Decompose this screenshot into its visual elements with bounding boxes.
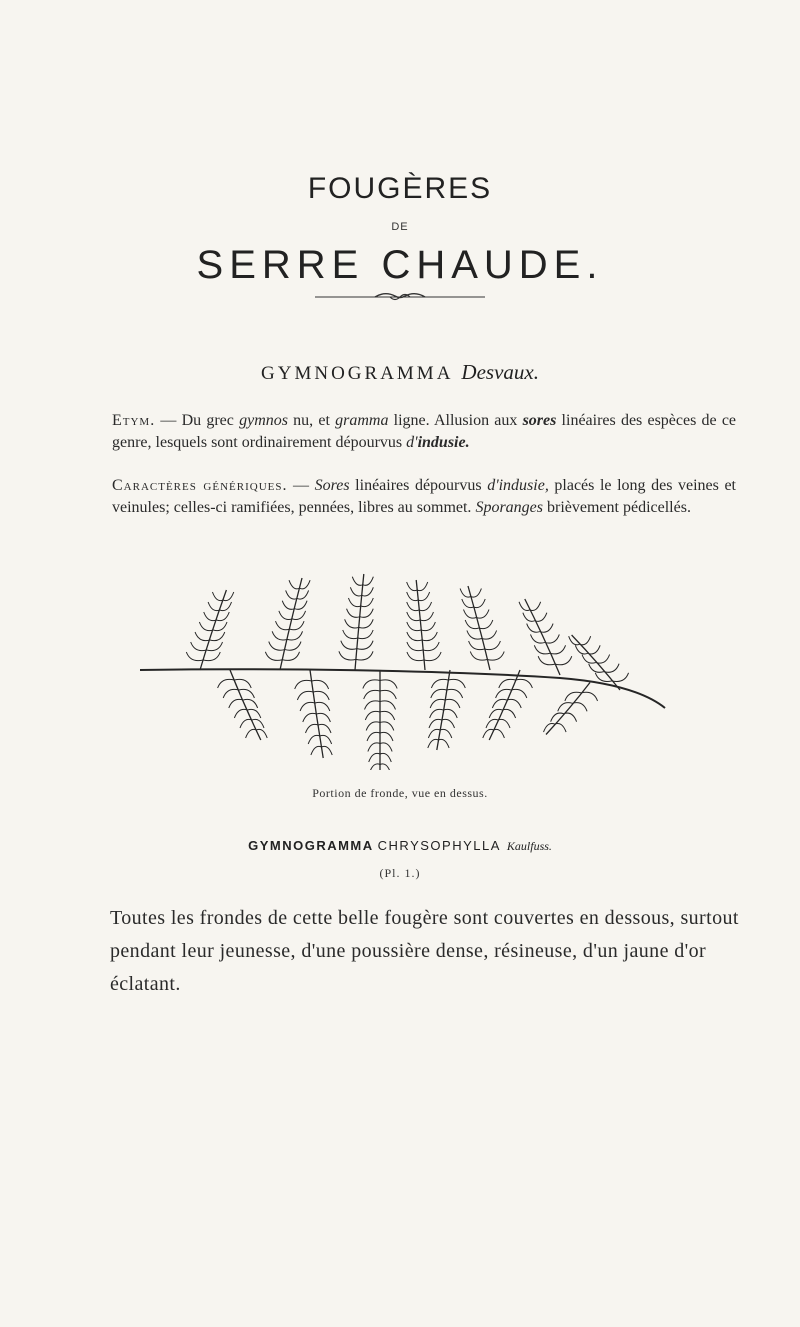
pinnule xyxy=(418,592,429,601)
pinnule xyxy=(303,713,317,722)
pinnule xyxy=(343,630,358,639)
pinnule xyxy=(440,729,452,738)
page-title-fougeres: FOUGÈRES xyxy=(307,172,493,205)
pinnule xyxy=(380,722,394,731)
pinnule xyxy=(362,587,373,596)
pinnule xyxy=(290,621,304,630)
pinnule xyxy=(564,713,577,722)
pinnule xyxy=(317,713,331,722)
genus-author: Desvaux. xyxy=(461,360,539,384)
pinnule xyxy=(580,636,591,645)
characters-text: linéaires dépourvus xyxy=(349,477,488,494)
frond-rachis xyxy=(140,669,665,708)
pinnule xyxy=(380,680,397,689)
characters-term-indusie: indusie, xyxy=(498,477,549,494)
pinnule xyxy=(424,652,441,661)
fern-frond-illustration xyxy=(140,570,670,770)
pinnule xyxy=(555,656,572,665)
pinnule xyxy=(474,599,486,608)
pinnule xyxy=(422,632,437,641)
pinnule xyxy=(429,719,442,728)
characters-text: brièvement pédicellés. xyxy=(543,499,691,516)
pinnule xyxy=(265,652,282,661)
pinnule xyxy=(347,609,360,618)
page-title-de: DE xyxy=(391,221,409,233)
etym-label: Etym. xyxy=(112,412,156,429)
pinnule xyxy=(581,692,597,701)
pinnule xyxy=(364,690,380,699)
pinnule xyxy=(407,612,420,621)
pinnule xyxy=(407,642,423,651)
pinnule xyxy=(366,722,380,731)
characters-term-sores: Sores xyxy=(314,477,350,494)
pinnule xyxy=(448,679,465,688)
pinnule xyxy=(469,641,485,650)
pinnule xyxy=(306,724,319,733)
pinnule xyxy=(407,602,419,611)
pinnule xyxy=(467,631,482,640)
pinnule xyxy=(612,673,629,682)
species-description: Toutes les frondes de cette belle fougère sont couvertes en dessous, surtout pendant leur jeunesse, d'une poussière dense, résineuse, d'un jaune d'or éclatant. xyxy=(110,907,739,995)
pinnule xyxy=(442,719,455,728)
pinnule xyxy=(369,753,380,762)
pinnule xyxy=(348,598,360,607)
pinnule xyxy=(308,735,320,744)
species-heading xyxy=(0,838,800,854)
pinnule xyxy=(370,764,380,770)
pinnule xyxy=(218,679,235,688)
pinnule xyxy=(300,702,315,711)
pinnule xyxy=(476,610,489,619)
characters-text: placés le long des veines et veinules; celles-ci ramifiées, pennées, libres au sommet. xyxy=(112,477,737,516)
pinnule xyxy=(596,655,610,664)
pinnule xyxy=(431,689,447,698)
pinnule xyxy=(421,622,435,631)
pinnule xyxy=(292,611,305,620)
pinnule xyxy=(363,577,374,586)
pinnule xyxy=(357,641,373,650)
pinnule xyxy=(287,631,302,640)
pinnule xyxy=(471,589,482,598)
pinnule xyxy=(356,651,373,660)
pinnule xyxy=(204,612,217,621)
pinnule xyxy=(430,709,444,718)
pinnule xyxy=(487,652,504,661)
pinnule xyxy=(447,689,463,698)
pinnule xyxy=(363,680,380,689)
pinnule xyxy=(240,719,252,728)
genus-heading xyxy=(0,360,800,385)
pinnule xyxy=(380,732,393,741)
pinnule xyxy=(407,632,422,641)
etym-text: nu, et xyxy=(287,412,336,429)
pinnule xyxy=(315,702,330,711)
genus-name: GYMNOGRAMMA xyxy=(261,363,454,384)
pinnule xyxy=(420,612,433,621)
pinnule xyxy=(352,577,363,586)
pinnule xyxy=(407,582,418,591)
pinna-midrib xyxy=(546,683,590,735)
pinnule xyxy=(407,622,421,631)
species-genus: GYMNOGRAMMA xyxy=(248,838,374,853)
pinnule xyxy=(502,709,515,718)
pinnule xyxy=(540,624,553,633)
pinnule xyxy=(229,699,243,708)
pinnule xyxy=(445,699,460,708)
pinnule xyxy=(207,642,223,651)
pinnule xyxy=(285,642,301,651)
pinnule xyxy=(345,619,359,628)
pinnule xyxy=(482,631,497,640)
etym-term-gramma: gramma xyxy=(335,412,389,429)
pinnule xyxy=(311,746,322,755)
pinnule xyxy=(367,732,380,741)
pinnule xyxy=(479,620,493,629)
pinnule xyxy=(380,743,392,752)
pinnule xyxy=(246,729,257,738)
pinnule xyxy=(339,651,356,660)
characters-term-sporanges: Sporanges xyxy=(475,499,543,516)
pinnule xyxy=(272,631,287,640)
pinnule xyxy=(195,632,210,641)
pinnule xyxy=(588,645,600,654)
pinnule xyxy=(380,764,390,770)
pinnule xyxy=(320,735,332,744)
pinnule xyxy=(368,743,380,752)
species-name: CHRYSOPHYLLA xyxy=(377,838,501,853)
pinnule xyxy=(380,701,395,710)
pinnule xyxy=(350,587,361,596)
pinnule xyxy=(312,680,329,689)
ornament-divider-icon xyxy=(315,288,485,304)
pinnule xyxy=(530,602,541,611)
pinnule xyxy=(360,609,373,618)
pinna-midrib xyxy=(416,580,425,670)
pinnule xyxy=(555,723,566,732)
pinnule xyxy=(365,701,380,710)
pinnule xyxy=(545,634,559,643)
etym-text: linéaires des espèces de ce genre, lesquels sont ordinairement dépourvus xyxy=(112,412,737,451)
pinnule xyxy=(223,689,239,698)
pinnule xyxy=(407,592,418,601)
pinnule xyxy=(208,602,220,611)
pinnule xyxy=(443,709,457,718)
pinnule xyxy=(365,711,380,720)
pinnule xyxy=(234,709,247,718)
pinnule xyxy=(423,642,439,651)
pinnule xyxy=(604,664,619,673)
pinnule xyxy=(359,619,373,628)
pinnule xyxy=(286,590,297,599)
pinnule xyxy=(507,699,521,708)
pinnule xyxy=(535,613,547,622)
pinnule xyxy=(297,691,313,700)
pinnule xyxy=(203,652,220,661)
pinnule xyxy=(511,689,527,698)
pinnule xyxy=(282,601,294,610)
pinnule xyxy=(191,642,207,651)
pinnule xyxy=(380,711,395,720)
etym-text: ligne. Allusion aux xyxy=(388,412,523,429)
pinnule xyxy=(358,630,373,639)
pinnule xyxy=(341,641,357,650)
plate-reference: (Pl. 1.) xyxy=(379,866,421,880)
pinnule xyxy=(199,622,213,631)
pinnule xyxy=(380,753,391,762)
pinnule xyxy=(428,729,440,738)
pinnule xyxy=(470,652,487,661)
pinnule xyxy=(516,679,533,688)
pinnule xyxy=(279,611,292,620)
pinnule xyxy=(361,598,373,607)
etym-term-indusie: indusie. xyxy=(417,434,470,451)
pinnule xyxy=(313,691,329,700)
characters-text: — xyxy=(287,477,315,494)
etym-term-gymnos: gymnos xyxy=(239,412,288,429)
pinnule xyxy=(550,645,566,654)
pinna-midrib xyxy=(280,578,302,670)
pinnule xyxy=(485,641,501,650)
pinnule xyxy=(494,729,505,738)
figure-caption: Portion de fronde, vue en dessus. xyxy=(312,786,488,800)
etym-text: — Du grec xyxy=(155,412,240,429)
etymology-paragraph xyxy=(112,410,736,454)
pinnule xyxy=(295,680,312,689)
etym-term-sores: sores xyxy=(522,412,557,429)
pinnule xyxy=(430,699,445,708)
characters-text: d' xyxy=(487,477,499,494)
pinnule xyxy=(465,620,479,629)
characters-label: Caractères génériques. xyxy=(112,477,288,494)
pinnule xyxy=(380,690,396,699)
pinnule xyxy=(407,652,424,661)
pinnule xyxy=(431,679,448,688)
pinnule xyxy=(419,602,431,611)
species-author: Kaulfuss. xyxy=(506,839,552,853)
characters-paragraph xyxy=(112,475,736,519)
pinnule xyxy=(276,621,290,630)
etym-text: d' xyxy=(406,434,418,451)
pinnule xyxy=(186,652,203,661)
pinnule xyxy=(289,580,300,589)
pinnule xyxy=(269,642,285,651)
pinna-midrib xyxy=(355,574,364,670)
pinnule xyxy=(438,739,449,748)
pinnule xyxy=(417,582,428,591)
pinnule xyxy=(212,592,223,601)
page-title-serre-chaude: SERRE CHAUDE. xyxy=(196,243,604,287)
pinnule xyxy=(572,703,587,712)
pinnule xyxy=(282,652,299,661)
pinnule xyxy=(498,719,510,728)
pinnule xyxy=(318,724,331,733)
